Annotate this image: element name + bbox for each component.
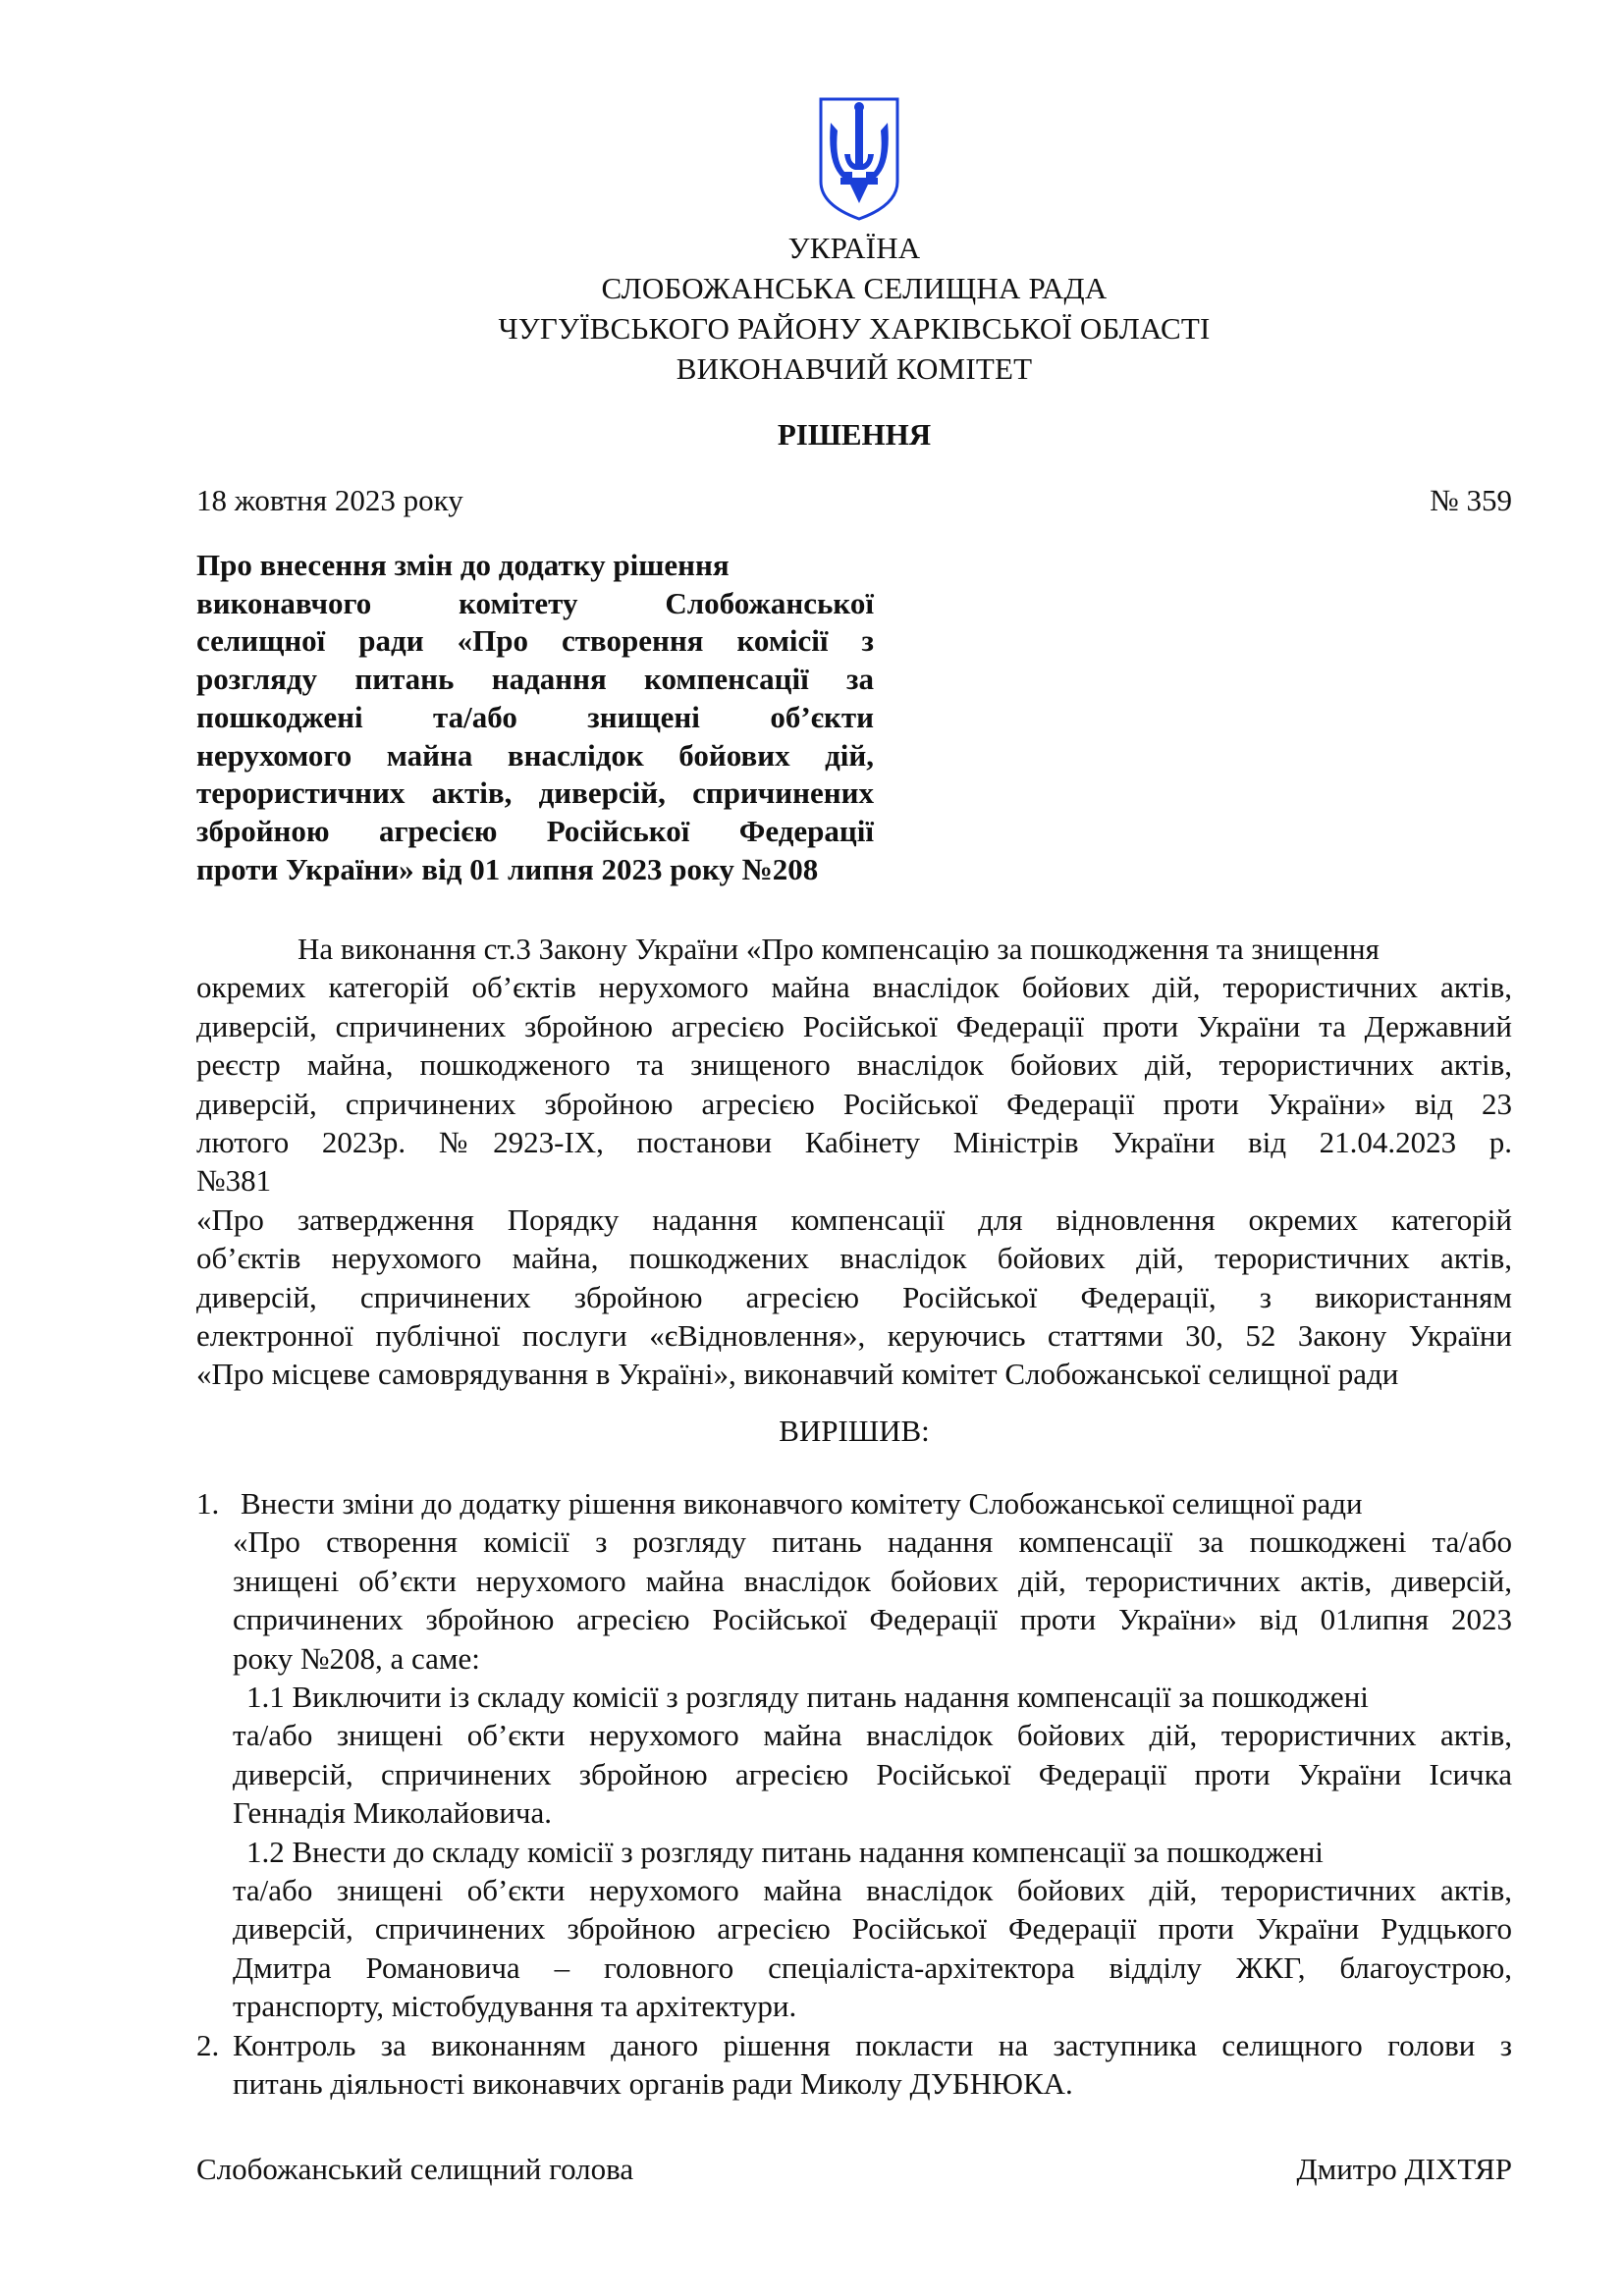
preamble-line: На виконання ст.3 Закону України «Про компенсацію за пошкодження та знищення — [298, 932, 1380, 966]
preamble-line: №381 — [196, 1163, 272, 1199]
header-district: ЧУГУЇВСЬКОГО РАЙОНУ ХАРКІВСЬКОЇ ОБЛАСТІ — [498, 311, 1211, 346]
item-line: знищені об’єкти нерухомого майна внаслідок бойових дій, терористичних актів, диверсій, — [233, 1563, 1512, 1598]
subject-line: виконавчого комітету Слобожанської — [196, 585, 874, 620]
item-line: Геннадія Миколайовича. — [233, 1795, 553, 1831]
document-type-title: РІШЕННЯ — [777, 417, 932, 452]
subject-line: Про внесення змін до додатку рішення — [196, 548, 730, 582]
preamble-line: лютого 2023р. №2923-IX, постанови Кабінету Міністрів України від 21.04.2023 р. — [196, 1125, 1512, 1160]
item-line: Контроль за виконанням даного рішення покласти на заступника селищного голови з — [233, 2027, 1512, 2062]
decision-subject — [196, 547, 874, 888]
document-number: № 359 — [1430, 483, 1512, 517]
subject-line: терористичних актів, диверсій, спричинених — [196, 775, 874, 811]
item-number: 1. — [196, 1486, 220, 1521]
preamble-line: окремих категорій об’єктів нерухомого майна внаслідок бойових дій, терористичних актів, — [196, 970, 1512, 1005]
item-line: спричинених збройною агресією Російської Федерації проти України» від 01липня 2023 — [233, 1602, 1512, 1637]
item-line: диверсій, спричинених збройною агресією Російської Федерації проти України Ісичка — [233, 1756, 1512, 1791]
preamble-line: диверсій, спричинених збройною агресією Російської Федерації проти України» від 23 — [196, 1086, 1512, 1121]
signature-block — [196, 2150, 1512, 2189]
item-number: 2. — [196, 2027, 220, 2062]
subject-line: проти України» від 01 липня 2023 року №208 — [196, 851, 819, 886]
item-line: 1.2 Внести до складу комісії з розгляду питань надання компенсації за пошкоджені — [246, 1834, 1324, 1869]
preamble-paragraph — [196, 930, 1512, 1394]
header-council: СЛОБОЖАНСЬКА СЕЛИЩНА РАДА — [601, 271, 1108, 305]
subject-line: нерухомого майна внаслідок бойових дій, — [196, 737, 874, 773]
item-line: диверсій, спричинених збройною агресією Російської Федерації проти України Рудцького — [233, 1911, 1512, 1947]
trident-coat-of-arms-icon — [815, 95, 903, 223]
item-line: року №208, а саме: — [233, 1640, 480, 1676]
preamble-line: «Про місцеве самоврядування в Україні», виконавчий комітет Слобожанської селищної ради — [196, 1357, 1399, 1392]
preamble-line: диверсій, спричинених збройною агресією Російської Федерації проти України та Державний — [196, 1008, 1512, 1043]
subject-line: селищної ради «Про створення комісії з — [196, 623, 874, 659]
item-line: та/або знищені об’єкти нерухомого майна внаслідок бойових дій, терористичних актів, — [233, 1718, 1512, 1753]
resolve-heading: ВИРІШИВ: — [779, 1414, 930, 1448]
item-line: транспорту, містобудування та архітектури. — [233, 1989, 797, 2024]
item-line: питань діяльності виконавчих органів ради Миколу ДУБНЮКА. — [233, 2066, 1073, 2102]
item-line: «Про створення комісії з розгляду питань надання компенсації за пошкоджені та/або — [233, 1524, 1512, 1560]
preamble-line: «Про затвердження Порядку надання компенсації для відновлення окремих категорій — [196, 1201, 1512, 1237]
signatory-name: Дмитро ДІХТЯР — [1296, 2152, 1512, 2186]
item-line: 1.1 Виключити із складу комісії з розгляду питань надання компенсації за пошкоджені — [246, 1680, 1369, 1715]
item-line: Дмитра Романовича – головного спеціаліста-архітектора відділу ЖКГ, благоустрою, — [233, 1949, 1512, 1985]
preamble-line: електронної публічної послуги «єВідновлення», керуючись статтями 30, 52 Закону України — [196, 1318, 1512, 1354]
preamble-line: диверсій, спричинених збройною агресією Російської Федерації, з використанням — [196, 1279, 1512, 1314]
item-line: Внести зміни до додатку рішення виконавчого комітету Слобожанської селищної ради — [241, 1486, 1363, 1521]
decision-items — [196, 1484, 1512, 2104]
item-line: та/або знищені об’єкти нерухомого майна внаслідок бойових дій, терористичних актів, — [233, 1873, 1512, 1908]
header-committee: ВИКОНАВЧИЙ КОМІТЕТ — [676, 351, 1033, 386]
header-country: УКРАЇНА — [787, 231, 921, 265]
list-item — [196, 1833, 1512, 2026]
subject-line: розгляду питань надання компенсації за — [196, 662, 874, 697]
signatory-position: Слобожанський селищний голова — [196, 2152, 634, 2186]
document-page — [196, 0, 1512, 2296]
list-item — [196, 1678, 1512, 1833]
date-number-line — [196, 481, 1512, 520]
list-item — [196, 2026, 1512, 2104]
preamble-line: об’єктів нерухомого майна, пошкоджених внаслідок бойових дій, терористичних актів, — [196, 1241, 1512, 1276]
subject-line: пошкоджені та/або знищені об’єкти — [196, 699, 874, 734]
preamble-line: реєстр майна, пошкодженого та знищеного внаслідок бойових дій, терористичних актів, — [196, 1047, 1512, 1083]
list-item — [196, 1484, 1512, 1678]
subject-line: збройною агресією Російської Федерації — [196, 813, 874, 848]
document-header — [196, 228, 1512, 389]
document-date: 18 жовтня 2023 року — [196, 483, 463, 517]
